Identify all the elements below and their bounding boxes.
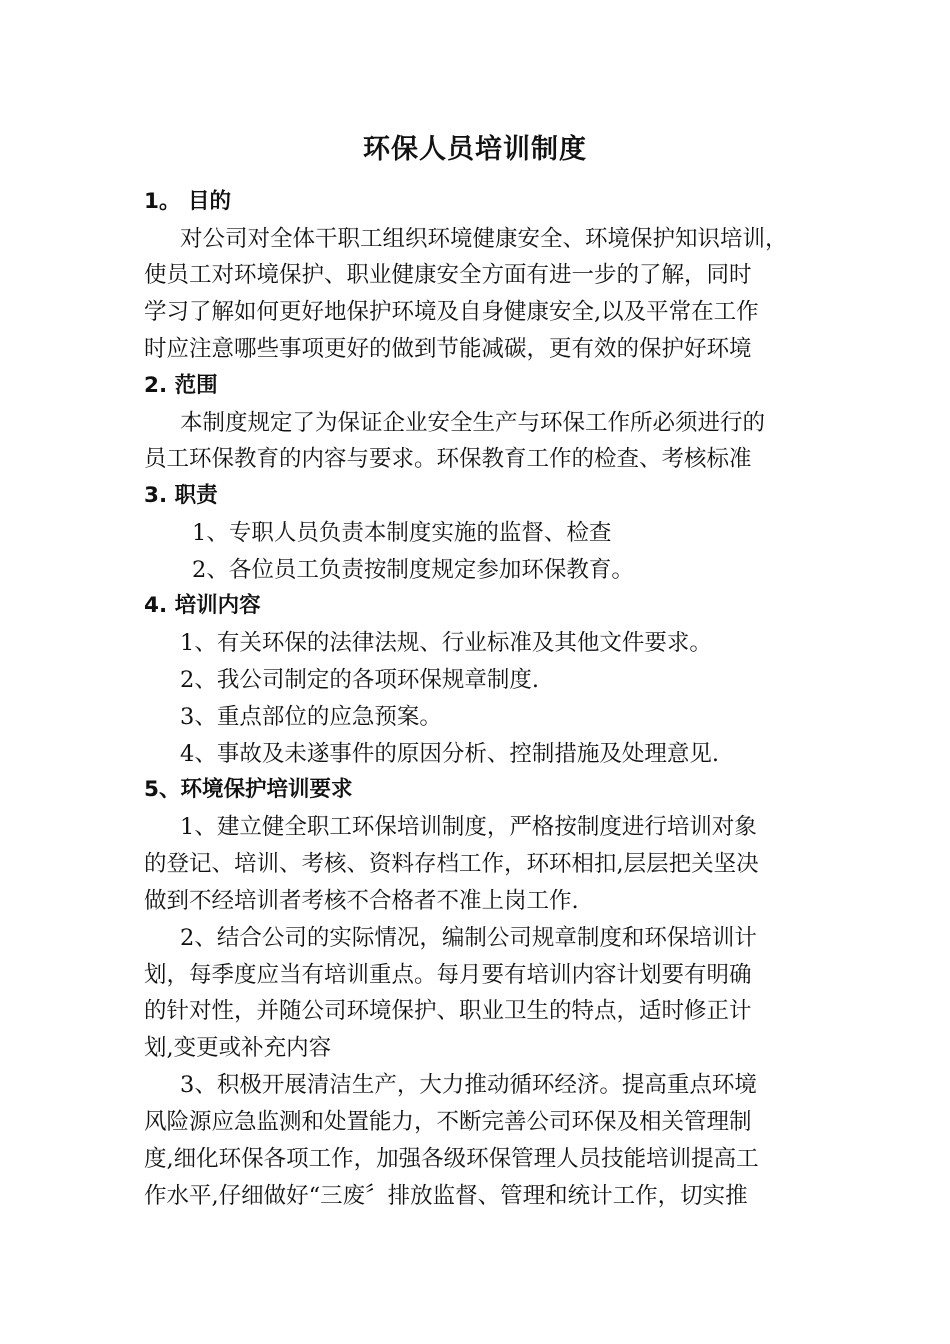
paragraph-line: 作水平,仔细做好“三废〞排放监督、管理和统计工作，切实推 — [144, 1183, 748, 1209]
paragraph-line: 使员工对环境保护、职业健康安全方面有进一步的了解，同时 — [144, 262, 752, 288]
paragraph-line: 风险源应急监测和处置能力，不断完善公司环保及相关管理制 — [144, 1109, 752, 1135]
list-item: 1、专职人员负责本制度实施的监督、检查 — [192, 520, 612, 546]
paragraph-line: 对公司对全体干职工组织环境健康安全、环境保护知识培训， — [180, 226, 788, 252]
list-item: 1、有关环保的法律法规、行业标准及其他文件要求。 — [180, 630, 712, 656]
list-item: 2、各位员工负责按制度规定参加环保教育。 — [192, 557, 634, 583]
section-heading-training-requirements: 5、环境保护培训要求 — [144, 777, 353, 802]
paragraph-line: 员工环保教育的内容与要求。环保教育工作的检查、考核标准 — [144, 446, 752, 472]
paragraph-line: 的针对性，并随公司环境保护、职业卫生的特点，适时修正计 — [144, 998, 752, 1024]
section-heading-training-content: 4. 培训内容 — [144, 593, 261, 618]
paragraph-line: 划,变更或补充内容 — [144, 1035, 332, 1061]
section-heading-responsibilities: 3. 职责 — [144, 483, 218, 508]
paragraph-line: 的登记、培训、考核、资料存档工作，环环相扣,层层把关坚决 — [144, 851, 759, 877]
paragraph-line: 3、积极开展清洁生产，大力推动循环经济。提高重点环境 — [180, 1072, 757, 1098]
section-heading-purpose: 1。 目的 — [144, 189, 231, 214]
paragraph-line: 划，每季度应当有培训重点。每月要有培训内容计划要有明确 — [144, 962, 752, 988]
list-item: 4、事故及未遂事件的原因分析、控制措施及处理意见. — [180, 741, 719, 767]
paragraph-line: 学习了解如何更好地保护环境及自身健康安全,以及平常在工作 — [144, 299, 759, 325]
document-title: 环保人员培训制度 — [363, 134, 587, 165]
paragraph-line: 做到不经培训者考核不合格者不准上岗工作. — [144, 888, 579, 914]
section-heading-scope: 2. 范围 — [144, 373, 218, 398]
paragraph-line: 本制度规定了为保证企业安全生产与环保工作所必须进行的 — [180, 410, 766, 436]
paragraph-line: 时应注意哪些事项更好的做到节能减碳，更有效的保护好环境 — [144, 336, 752, 362]
paragraph-line: 度,细化环保各项工作，加强各级环保管理人员技能培训提高工 — [144, 1146, 759, 1172]
list-item: 2、我公司制定的各项环保规章制度. — [180, 667, 539, 693]
paragraph-line: 2、结合公司的实际情况，编制公司规章制度和环保培训计 — [180, 925, 757, 951]
list-item: 3、重点部位的应急预案。 — [180, 704, 442, 730]
paragraph-line: 1、建立健全职工环保培训制度，严格按制度进行培训对象 — [180, 814, 757, 840]
